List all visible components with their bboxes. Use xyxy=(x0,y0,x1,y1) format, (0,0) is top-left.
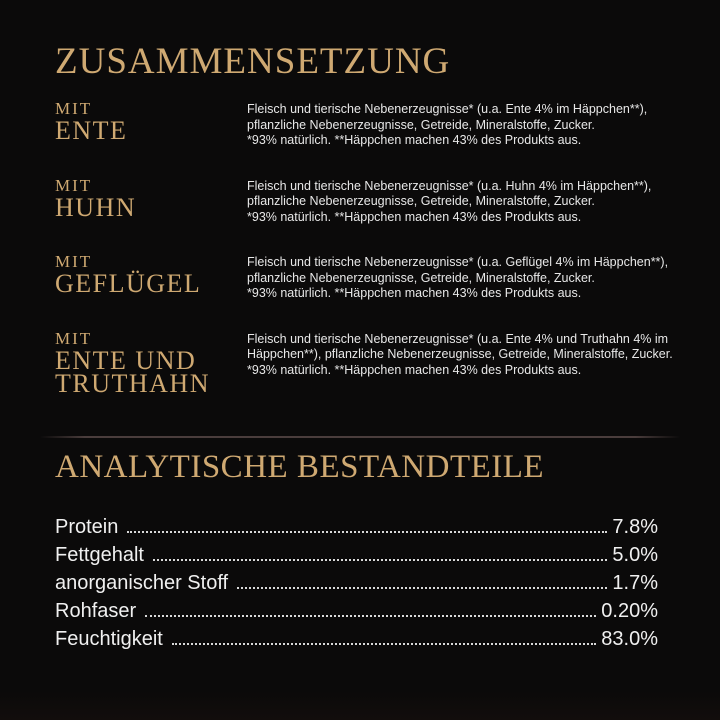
description-line: *93% natürlich. **Häppchen machen 43% des Produkts aus. xyxy=(247,286,582,300)
description-line: *93% natürlich. **Häppchen machen 43% des Produkts aus. xyxy=(247,362,582,377)
variant-name-block xyxy=(55,328,247,398)
description-line: Häppchen**), pflanzliche Nebenerzeugnisse, Getreide, Mineralstoffe, Zucker. xyxy=(247,347,673,361)
description-line: pflanzliche Nebenerzeugnisse, Getreide, Mineralstoffe, Zucker. xyxy=(247,117,595,132)
analysis-value: 83.0% xyxy=(601,628,658,650)
variant-name: HUHN xyxy=(55,192,137,222)
description-line: Fleisch und tierische Nebenerzeugnisse* (u.a. Ente 4% im Häppchen**), xyxy=(247,102,648,116)
variant-name-block xyxy=(55,99,247,145)
variant-name-block xyxy=(55,252,247,298)
dotted-leader xyxy=(127,531,607,533)
analysis-value: 7.8% xyxy=(612,516,658,538)
dotted-leader xyxy=(153,559,607,561)
variant-description xyxy=(247,101,647,149)
analysis-value: 0.20% xyxy=(601,600,658,622)
section-divider xyxy=(40,436,680,438)
analysis-row xyxy=(55,539,658,567)
analysis-label: Rohfaser xyxy=(55,600,137,622)
dotted-leader xyxy=(237,587,607,589)
analysis-value: 5.0% xyxy=(612,544,658,566)
variant-prefix: MIT xyxy=(55,99,93,118)
variant-name: ENTE xyxy=(55,116,128,145)
analysis-label: Fettgehalt xyxy=(55,544,144,566)
description-line: pflanzliche Nebenerzeugnisse, Getreide, Mineralstoffe, Zucker. xyxy=(247,194,595,208)
composition-item xyxy=(55,328,687,398)
description-line: Fleisch und tierische Nebenerzeugnisse* (u.a. Huhn 4% im Häppchen**), xyxy=(247,178,652,193)
description-line: *93% natürlich. **Häppchen machen 43% des Produkts aus. xyxy=(247,209,582,224)
description-line: Fleisch und tierische Nebenerzeugnisse* (u.a. Ente 4% und Truthahn 4% im xyxy=(247,331,669,346)
variant-prefix: MIT xyxy=(55,252,93,271)
composition-item xyxy=(55,101,687,149)
description-line: Fleisch und tierische Nebenerzeugnisse* (u.a. Geflügel 4% im Häppchen**), xyxy=(247,255,669,269)
variant-name-block xyxy=(55,175,247,222)
variant-prefix: MIT xyxy=(55,175,93,195)
dotted-leader xyxy=(145,615,596,617)
analysis-table xyxy=(55,511,658,651)
variant-description xyxy=(247,254,668,302)
variant-description xyxy=(247,178,651,226)
analysis-value: 1.7% xyxy=(612,572,658,594)
analysis-row xyxy=(55,595,658,623)
analysis-label: anorganischer Stoff xyxy=(55,572,229,594)
composition-title: ZUSAMMENSETZUNG xyxy=(55,41,451,82)
variant-name: ENTE UND TRUTHAHN xyxy=(55,345,210,398)
analysis-row xyxy=(55,567,658,595)
description-line: pflanzliche Nebenerzeugnisse, Getreide, Mineralstoffe, Zucker. xyxy=(247,270,595,285)
analysis-label: Protein xyxy=(55,516,119,538)
dotted-leader xyxy=(172,643,596,645)
composition-list xyxy=(55,101,687,424)
description-line: *93% natürlich. **Häppchen machen 43% des Produkts aus. xyxy=(247,133,582,147)
variant-prefix: MIT xyxy=(55,328,93,348)
variant-description xyxy=(247,331,673,379)
analysis-row xyxy=(55,623,658,651)
analysis-label: Feuchtigkeit xyxy=(55,628,163,650)
analysis-title: ANALYTISCHE BESTANDTEILE xyxy=(55,449,545,485)
composition-item xyxy=(55,254,687,302)
variant-name: GEFLÜGEL xyxy=(55,269,202,298)
analysis-row xyxy=(55,511,658,539)
composition-item xyxy=(55,175,687,226)
